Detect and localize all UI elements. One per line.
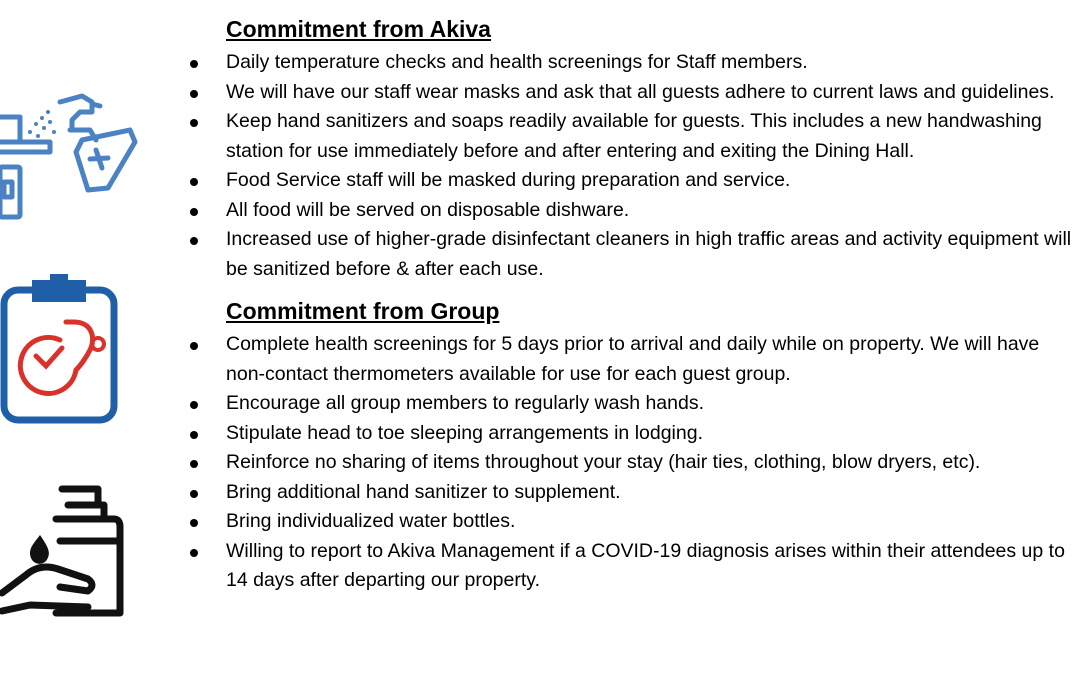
list-item: Reinforce no sharing of items throughout your stay (hair ties, clothing, blow dryers, etc).: [190, 448, 1078, 478]
list-item: Increased use of higher-grade disinfectant cleaners in high traffic areas and activity equipment will be sanitized before & after each use.: [190, 225, 1078, 284]
bullet: [190, 237, 198, 245]
list-item: Stipulate head to toe sleeping arrangements in lodging.: [190, 419, 1078, 449]
bullet: [190, 119, 198, 127]
bullet: [190, 431, 198, 439]
spray-bottle-icon: [0, 92, 140, 222]
hand-soap-icon: [0, 483, 125, 623]
list-item: All food will be served on disposable dishware.: [190, 196, 1078, 226]
list-item: Daily temperature checks and health screenings for Staff members.: [190, 48, 1078, 78]
bullet: [190, 178, 198, 186]
health-checklist-icon: [0, 270, 125, 425]
commitments-document: [190, 14, 1078, 596]
list-item: Bring additional hand sanitizer to supplement.: [190, 478, 1078, 508]
bullet: [190, 401, 198, 409]
akiva-commitment-heading: Commitment from Akiva: [226, 16, 491, 42]
list-item: Keep hand sanitizers and soaps readily available for guests. This includes a new handwashing station for use immediately before and after entering and exiting the Dining Hall.: [190, 107, 1078, 166]
list-item: Food Service staff will be masked during preparation and service.: [190, 166, 1078, 196]
list-item: Complete health screenings for 5 days prior to arrival and daily while on property. We will have non-contact thermometers available for use for each guest group.: [190, 330, 1078, 389]
bullet: [190, 549, 198, 557]
bullet: [190, 519, 198, 527]
list-item: Bring individualized water bottles.: [190, 507, 1078, 537]
bullet: [190, 60, 198, 68]
bullet: [190, 460, 198, 468]
bullet: [190, 90, 198, 98]
group-commitment-heading: Commitment from Group: [226, 298, 500, 324]
list-item: We will have our staff wear masks and ask that all guests adhere to current laws and guidelines.: [190, 78, 1078, 108]
list-item: Willing to report to Akiva Management if a COVID-19 diagnosis arises within their attendees up to 14 days after departing our property.: [190, 537, 1078, 596]
bullet: [190, 208, 198, 216]
list-item: Encourage all group members to regularly wash hands.: [190, 389, 1078, 419]
group-commitment-list: [190, 330, 1078, 596]
akiva-commitment-list: [190, 48, 1078, 284]
bullet: [190, 490, 198, 498]
bullet: [190, 342, 198, 350]
